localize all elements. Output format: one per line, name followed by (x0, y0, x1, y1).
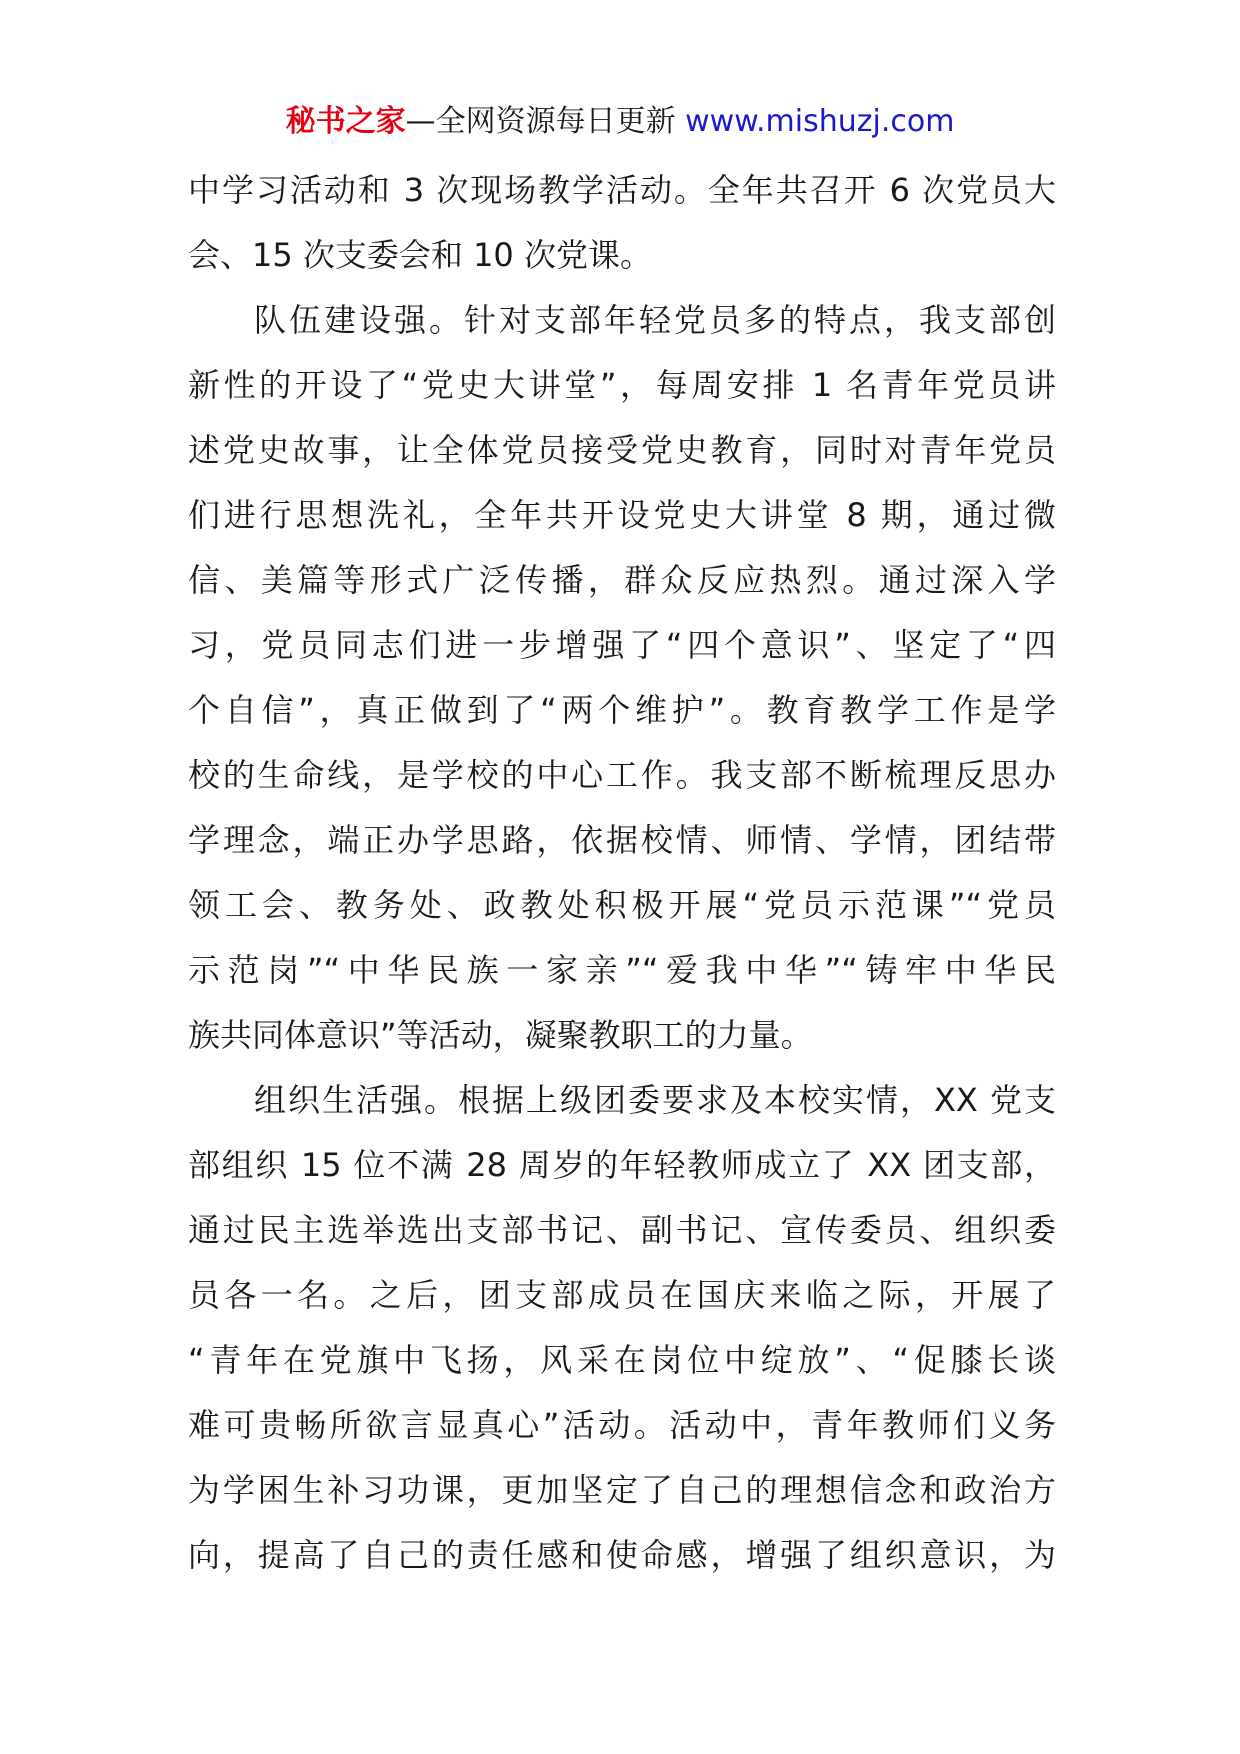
site-header (0, 100, 1240, 144)
text-line: “青年在党旗中飞扬，风采在岗位中绽放”、“促膝长谈 (188, 1341, 1056, 1379)
text-line: 个自信”，真正做到了“两个维护”。教育教学工作是学 (188, 691, 1056, 729)
text-line: 通过民主选举选出支部书记、副书记、宣传委员、组织委 (188, 1211, 1056, 1249)
text-line: 会、15 次支委会和 10 次党课。 (188, 236, 652, 274)
site-brand: 秘书之家 (285, 104, 406, 139)
site-url-link[interactable]: www.mishuzj.com (685, 104, 955, 139)
text-line: 述党史故事，让全体党员接受党史教育，同时对青年党员 (188, 431, 1056, 469)
text-line: 中学习活动和 3 次现场教学活动。全年共召开 6 次党员大 (188, 171, 1056, 209)
text-line: 信、美篇等形式广泛传播，群众反应热烈。通过深入学 (188, 561, 1056, 599)
text-line: 学理念，端正办学思路，依据校情、师情、学情，团结带 (188, 821, 1056, 859)
text-line: 校的生命线，是学校的中心工作。我支部不断梳理反思办 (188, 756, 1056, 794)
text-line: 新性的开设了“党史大讲堂”，每周安排 1 名青年党员讲 (188, 366, 1056, 404)
paragraph-start-line: 队伍建设强。针对支部年轻党员多的特点，我支部创 (254, 301, 1056, 339)
document-body (188, 158, 1056, 1588)
text-line: 员各一名。之后，团支部成员在国庆来临之际，开展了 (188, 1276, 1056, 1314)
text-line: 们进行思想洗礼，全年共开设党史大讲堂 8 期，通过微 (188, 496, 1056, 534)
site-tagline: —全网资源每日更新 (405, 104, 676, 139)
text-line: 习，党员同志们进一步增强了“四个意识”、坚定了“四 (188, 626, 1056, 664)
text-line: 族共同体意识”等活动，凝聚教职工的力量。 (188, 1016, 813, 1054)
text-line: 领工会、教务处、政教处积极开展“党员示范课”“党员 (188, 886, 1056, 924)
text-line: 为学困生补习功课，更加坚定了自己的理想信念和政治方 (188, 1471, 1056, 1509)
text-line: 难可贵畅所欲言显真心”活动。活动中，青年教师们义务 (188, 1406, 1056, 1444)
paragraph-start-line: 组织生活强。根据上级团委要求及本校实情，XX 党支 (254, 1081, 1056, 1119)
text-line: 部组织 15 位不满 28 周岁的年轻教师成立了 XX 团支部， (188, 1146, 1056, 1184)
text-line: 示范岗”“中华民族一家亲”“爱我中华”“铸牢中华民 (188, 951, 1056, 989)
text-line: 向，提高了自己的责任感和使命感，增强了组织意识，为 (188, 1536, 1056, 1574)
